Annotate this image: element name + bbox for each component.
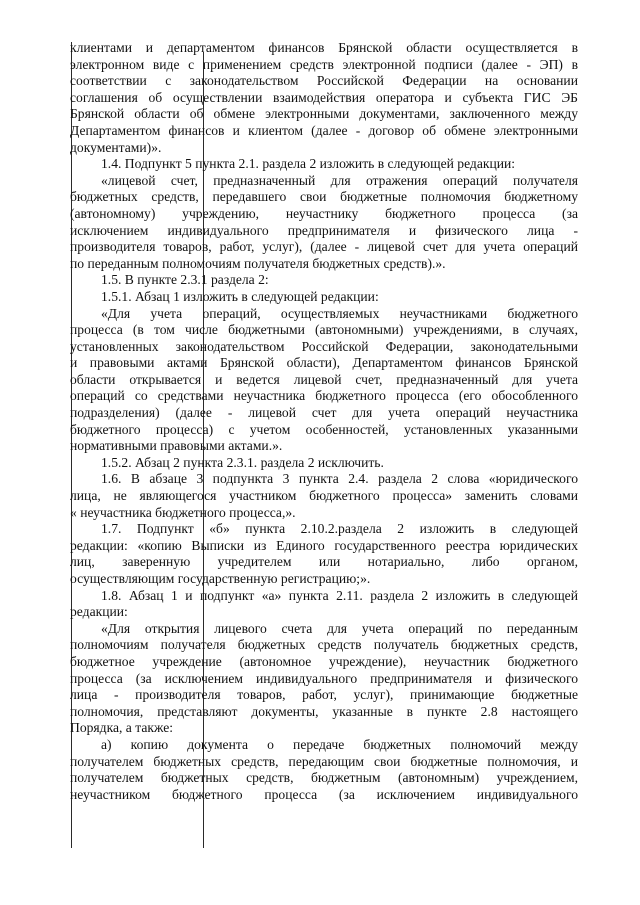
- text-line: подразделения) (далее - лицевой счет для учета операций неучастника: [70, 405, 578, 421]
- text-line: получателем бюджетных средств, бюджетным (автономным) учреждением,: [70, 770, 578, 786]
- text-line: бюджетных средств, передавшего свои бюджетные полномочия бюджетному: [70, 189, 578, 205]
- text-line: 1.8. Абзац 1 и подпункт «а» пункта 2.11. раздела 2 изложить в следующей: [101, 587, 578, 603]
- text-line: 1.4. Подпункт 5 пункта 2.1. раздела 2 изложить в следующей редакции:: [101, 156, 516, 172]
- text-line: полномочия, представляют документы, указанные в пункте 2.8 настоящего: [70, 703, 578, 719]
- text-line: соответствии с законодательством Российской Федерации на основании: [70, 73, 578, 89]
- text-line: редакции:: [70, 604, 128, 620]
- text-line: установленных законодательством Российской Федерации, законодательными: [70, 338, 578, 354]
- text-line: по переданным полномочиям получателя бюджетных средств).».: [70, 255, 446, 271]
- text-line: соглашения об осуществлении взаимодействия оператора и субъекта ГИС ЭБ: [70, 89, 578, 105]
- text-line: (автономному) учреждению, неучастнику бюджетного процесса (за: [70, 205, 578, 221]
- text-line: производителя товаров, работ, услуг), (далее - лицевой счет для учета операций: [70, 239, 578, 255]
- text-line: электронном виде с применением средств электронной подписи (далее - ЭП) в: [70, 56, 578, 72]
- text-line: лица, не являющегося участником бюджетного процесса» заменить словами: [70, 488, 578, 504]
- text-line: исключением индивидуального предпринимателя и физического лица -: [70, 222, 578, 238]
- text-line: Брянской области об обмене электронными документами, заключенного между: [70, 106, 578, 122]
- text-line: а) копию документа о передаче бюджетных полномочий между: [101, 736, 578, 752]
- text-line: 1.5.2. Абзац 2 пункта 2.3.1. раздела 2 исключить.: [101, 454, 384, 470]
- text-line: 1.6. В абзаце 3 подпункта 3 пункта 2.4. раздела 2 слова «юридического: [101, 471, 578, 487]
- text-line: 1.7. Подпункт «б» пункта 2.10.2.раздела 2 изложить в следующей: [101, 521, 578, 537]
- text-line: «лицевой счет, предназначенный для отражения операций получателя: [101, 172, 578, 188]
- text-line: Департаментом финансов и клиентом (далее - договор об обмене электронными: [70, 122, 578, 138]
- text-line: бюджетное учреждение (автономное учреждение), неучастник бюджетного: [70, 653, 578, 669]
- text-line: неучастником бюджетного процесса (за исключением индивидуального: [70, 786, 578, 802]
- text-line: редакции: «копию Выписки из Единого государственного реестра юридических: [70, 537, 578, 553]
- text-line: области открывается и ведется лицевой счет, предназначенный для учета: [70, 371, 578, 387]
- text-line: «Для открытия лицевого счета для учета операций по переданным: [101, 620, 578, 636]
- document-body: [70, 40, 578, 803]
- text-line: процесса (за исключением индивидуального предпринимателя и физического: [70, 670, 578, 686]
- text-line: операций со средствами неучастника бюджетного процесса (его обособленного: [70, 388, 578, 404]
- text-line: нормативными правовыми актами.».: [70, 438, 283, 454]
- text-line: клиентами и департаментом финансов Брянской области осуществляется в: [70, 40, 578, 55]
- text-line: получателем бюджетных средств, передающим свои бюджетные полномочия, и: [70, 753, 578, 769]
- text-line: 1.5. В пункте 2.3.1 раздела 2:: [101, 272, 269, 288]
- text-line: осуществляющим государственную регистрацию;».: [70, 571, 371, 586]
- text-line: и правовыми актами Брянской области), Департаментом финансов Брянской: [70, 355, 578, 371]
- text-line: лица - производителя товаров, работ, услуг), принимающие бюджетные: [70, 687, 578, 703]
- text-line: документами)».: [70, 139, 162, 155]
- text-line: лиц, заверенную учредителем или нотариально, либо органом,: [70, 554, 578, 570]
- text-line: « неучастника бюджетного процесса,».: [70, 504, 296, 520]
- text-line: полномочиям получателя бюджетных средств получатель бюджетных средств,: [70, 637, 578, 653]
- text-line: Порядка, а также:: [70, 720, 174, 736]
- text-line: «Для учета операций, осуществляемых неучастниками бюджетного: [101, 305, 578, 321]
- text-line: процесса (в том числе бюджетными (автономными) учреждениями, в случаях,: [70, 322, 578, 338]
- text-line: бюджетного процесса) с учетом особенностей, установленных указанными: [70, 421, 578, 437]
- text-line: 1.5.1. Абзац 1 изложить в следующей редакции:: [101, 288, 379, 304]
